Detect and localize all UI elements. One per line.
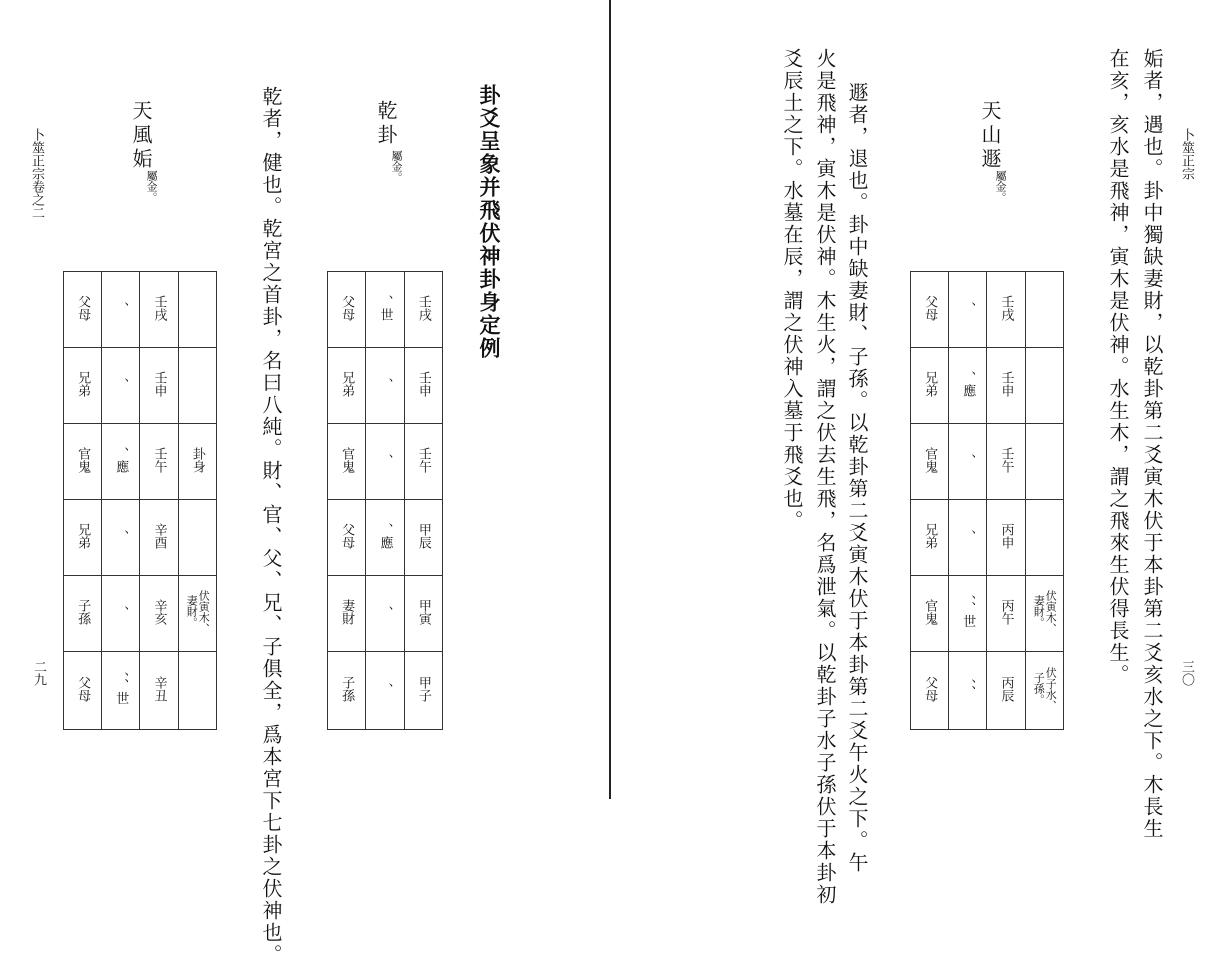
branch-cell: 丙辰 — [998, 675, 1014, 702]
mark-cell: 、應 — [113, 446, 129, 473]
mark-cell: 、、 — [960, 678, 976, 699]
hidden-spirit-note: 伏子水、子孫。 — [1032, 666, 1058, 711]
relation-cell: 妻財 — [339, 598, 355, 625]
hidden-spirit-note: 伏寅木、妻財。 — [1032, 589, 1058, 634]
branch-cell: 壬午 — [415, 446, 431, 473]
branch-cell: 辛亥 — [151, 598, 167, 625]
relation-cell: 官鬼 — [339, 446, 355, 473]
hidden-spirit-note: 伏寅木、妻財。 — [185, 589, 211, 634]
qian-heading — [368, 100, 408, 183]
mark-cell: 、、世 — [113, 672, 129, 705]
branch-cell: 壬戌 — [151, 294, 167, 321]
gou-name: 天風姤 — [129, 100, 153, 172]
gou-body-line-2: 在亥，亥水是飛神，寅木是伏神。水生木，謂之飛來生伏得長生。 — [1106, 48, 1130, 686]
section-title: 卦爻呈象并飛伏神卦身定例 — [477, 84, 501, 360]
dun-body-line-3: 爻辰土之下。水墓在辰，謂之伏神入墓于飛爻也。 — [780, 48, 804, 532]
relation-cell: 子孫 — [339, 675, 355, 702]
relation-cell: 兄弟 — [75, 370, 91, 397]
running-title-left: 卜筮正宗卷之二 — [29, 128, 44, 219]
branch-cell: 壬申 — [415, 370, 431, 397]
relation-cell: 兄弟 — [922, 522, 938, 549]
relation-cell: 兄弟 — [75, 522, 91, 549]
branch-cell: 壬申 — [998, 370, 1014, 397]
mark-cell: 、 — [377, 683, 393, 696]
relation-cell: 父母 — [922, 675, 938, 702]
page-number-left: 二九 — [31, 660, 46, 686]
mark-cell: 、世 — [377, 294, 393, 321]
dun-heading — [974, 100, 1014, 220]
mark-cell: 、 — [960, 530, 976, 543]
relation-cell: 父母 — [75, 294, 91, 321]
page-number-right: 三〇 — [1179, 660, 1194, 686]
gua-shen-cell: 卦身 — [189, 446, 205, 473]
relation-cell: 官鬼 — [922, 598, 938, 625]
mark-cell: 、應 — [377, 522, 393, 549]
dun-body-line-2: 火是飛神，寅木是伏神。木生火，謂之伏去生飛，名爲泄氣。以乾卦子水子孫伏于本卦初 — [813, 48, 837, 906]
gou-body-line-1: 姤者，遇也。卦中獨缺妻財，以乾卦第二爻寅木伏于本卦第二爻亥水之下。木長生 — [1140, 48, 1164, 840]
branch-cell: 壬申 — [151, 370, 167, 397]
relation-cell: 父母 — [339, 522, 355, 549]
mark-cell: 、 — [113, 302, 129, 315]
branch-cell: 壬戌 — [415, 294, 431, 321]
mark-cell: 、、世 — [960, 595, 976, 628]
mark-cell: 、 — [113, 378, 129, 391]
relation-cell: 官鬼 — [75, 446, 91, 473]
branch-cell: 丙午 — [998, 598, 1014, 625]
branch-cell: 丙申 — [998, 522, 1014, 549]
qian-hexagram-table — [327, 271, 443, 730]
gou-heading — [125, 100, 165, 220]
qian-body-text: 乾者，健也。乾宮之首卦，名曰八純。財、官、父、兄、子俱全，爲本宮下七卦之伏神也。 — [259, 86, 283, 966]
mark-cell: 、 — [960, 454, 976, 467]
branch-cell: 甲辰 — [415, 522, 431, 549]
branch-cell: 壬戌 — [998, 294, 1014, 321]
mark-cell: 、 — [113, 606, 129, 619]
qian-name: 乾卦 — [374, 100, 398, 148]
branch-cell: 甲寅 — [415, 598, 431, 625]
mark-cell: 、 — [960, 302, 976, 315]
mark-cell: 、 — [377, 378, 393, 391]
gou-hexagram-table — [63, 271, 217, 730]
dun-hexagram-table — [910, 271, 1064, 730]
branch-cell: 甲子 — [415, 675, 431, 702]
branch-cell: 壬午 — [998, 446, 1014, 473]
relation-cell: 父母 — [75, 675, 91, 702]
relation-cell: 官鬼 — [922, 446, 938, 473]
relation-cell: 父母 — [922, 294, 938, 321]
branch-cell: 辛丑 — [151, 675, 167, 702]
mark-cell: 、 — [377, 454, 393, 467]
page-divider — [609, 0, 611, 799]
mark-cell: 、 — [113, 530, 129, 543]
gou-note: 屬金。 — [145, 170, 158, 203]
branch-cell: 辛酉 — [151, 522, 167, 549]
relation-cell: 父母 — [339, 294, 355, 321]
relation-cell: 子孫 — [75, 598, 91, 625]
relation-cell: 兄弟 — [922, 370, 938, 397]
qian-note: 屬金。 — [390, 150, 403, 183]
dun-body-line-1: 遯者，退也。卦中缺妻財、子孫。以乾卦第二爻寅木伏于本卦第二爻午火之下。午 — [845, 82, 869, 874]
branch-cell: 壬午 — [151, 446, 167, 473]
relation-cell: 兄弟 — [339, 370, 355, 397]
dun-note: 屬金。 — [994, 170, 1007, 203]
mark-cell: 、 — [377, 606, 393, 619]
dun-name: 天山遯 — [978, 100, 1002, 172]
mark-cell: 、應 — [960, 370, 976, 397]
running-title-right: 卜筮正宗 — [1179, 128, 1194, 180]
